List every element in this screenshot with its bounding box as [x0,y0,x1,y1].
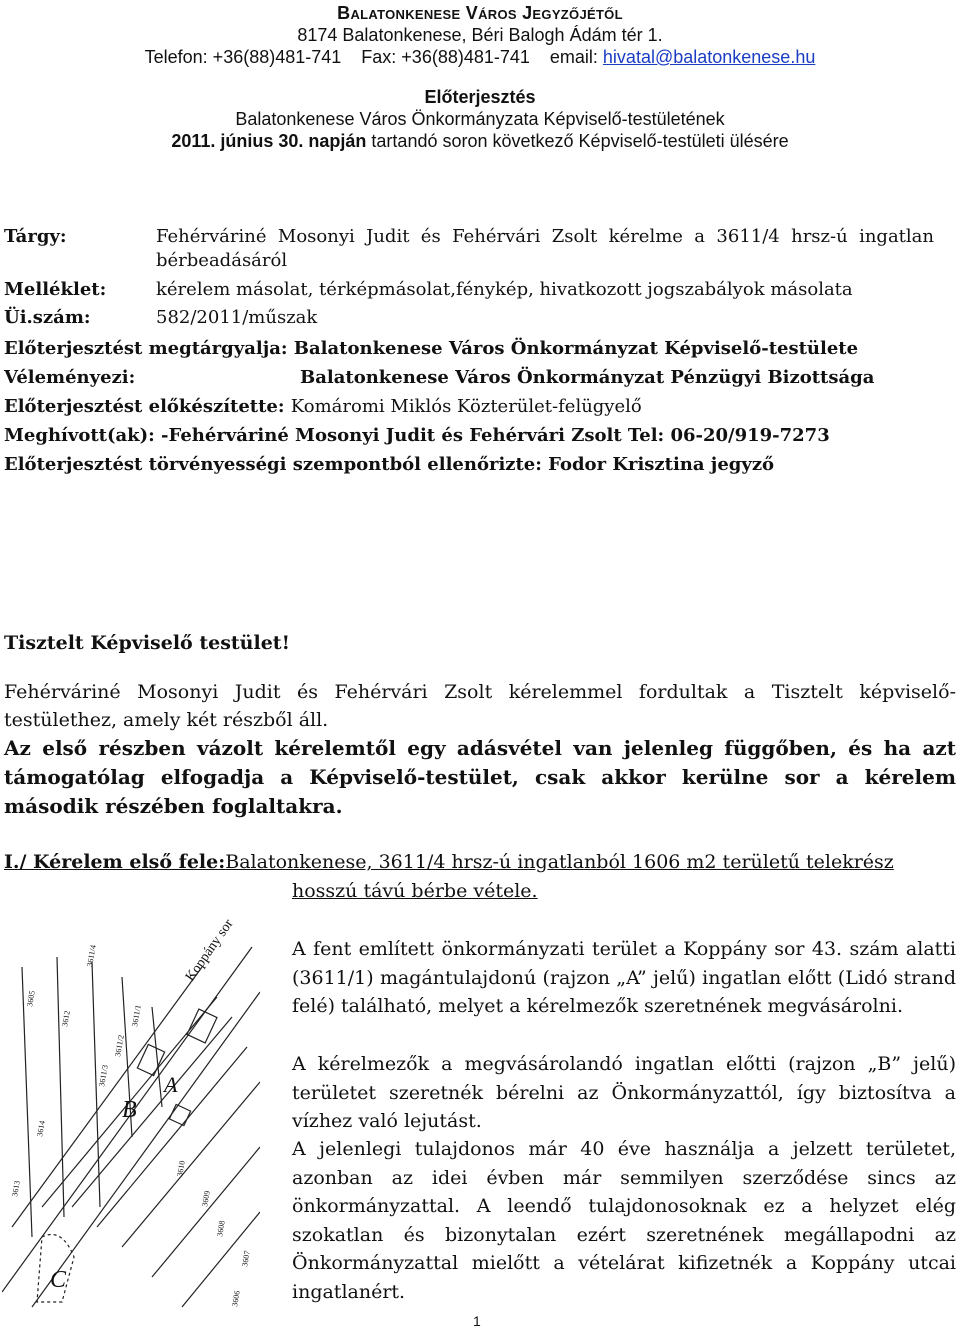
issuer-org: Balatonkenese Város Jegyzőjétől [337,3,623,23]
map-parcel-label: 3609 [200,1190,212,1208]
prepared-value: Komáromi Miklós Közterület-felügyelő [290,396,642,417]
map-label-a: A [164,1072,178,1097]
location-paragraph: A fent említett önkormányzati terület a Koppány sor 43. szám alatti (3611/1) magántulajdonú (rajzon „A” jelű) ingatlan előtt (Lidó strand felé) található, melyet a kérelmezők szeretnének megvásárolni. [292,938,956,1017]
map-label-c: C [50,1267,67,1293]
review-line [4,363,944,392]
map-parcel-label: 3611/4 [85,944,98,968]
map-parcel-label: 3613 [10,1180,22,1198]
addressee-body: Balatonkenese Város Önkormányzata Képviselő-testületének [235,109,725,129]
attachment-value: kérelem másolat, térképmásolat,fénykép, hivatkozott jogszabályok másolata [156,279,853,300]
map-parcel-label: 3606 [230,1290,242,1308]
section-heading [4,848,956,906]
intro-paragraph: Fehérváriné Mosonyi Judit és Fehérvári Zsolt kérelemmel fordultak a Tisztelt képviselő-testülethez, amely két részből áll. [4,681,956,731]
checked-line: Előterjesztést törvényességi szempontból ellenőrizte: Fodor Krisztina jegyző [4,454,775,475]
condition-paragraph: Az első részben vázolt kérelemtől egy adásvétel van jelenleg függőben, és ha azt támogatólag elfogadja a Képviselő-testület, csak akkor kerülne sor a kérelem második részében foglaltakra. [4,736,956,818]
prepared-line [4,392,944,421]
map-parcel-label: 3610 [175,1160,187,1178]
map-parcel-label: 3611/2 [113,1034,126,1058]
parcel-map [2,907,260,1322]
map-label-b: B [122,1097,137,1123]
map-parcel-label: 3611/1 [130,1004,143,1028]
meeting-date-rest: tartandó soron következő Képviselő-testületi ülésére [366,131,789,151]
map-parcel-label: 3612 [60,1010,72,1028]
meeting-date [0,130,960,152]
map-parcel-label: 3614 [35,1120,47,1138]
lease-paragraph: A kérelmezők a megvásárolandó ingatlan előtti (rajzon „B” jelű) területet szeretnék bérelni az Önkormányzattól, így biztosítva a vízhez való lejutást. [292,1053,956,1132]
email-link[interactable]: hivatal@balatonkenese.hu [602,47,816,67]
review-value: Balatonkenese Város Önkormányzat Pénzügyi Bizottsága [300,367,875,388]
discuss-value: Balatonkenese Város Önkormányzat Képviselő-testülete [293,338,859,359]
attachment-row [4,278,934,302]
ref-row [4,306,934,330]
map-parcel-label: 3605 [25,990,37,1008]
ref-label: Üi.szám: [4,307,91,328]
subject-value: Fehérváriné Mosonyi Judit és Fehérvári Zsolt kérelme a 3611/4 hrsz-ú ingatlan bérbeadásáról [156,226,934,271]
section-text: Balatonkenese, 3611/4 hrsz-ú ingatlanból 1606 m2 területű telekrész [225,851,894,873]
contact-line [0,46,960,68]
meeting-date-bold: 2011. június 30. napján [171,131,367,151]
greeting: Tisztelt Képviselő testület! [4,632,290,654]
section-text-cont: hosszú távú bérbe vétele. [292,880,538,902]
document-type: Előterjesztés [424,87,536,107]
discuss-line [4,334,944,363]
map-parcel-label: 3608 [215,1220,227,1238]
attachment-label: Melléklet: [4,279,107,300]
page-number: 1 [473,1313,481,1329]
subject-block [4,225,934,330]
review-label: Véleményezi: [4,367,136,388]
discuss-label: Előterjesztést megtárgyalja: [4,338,294,359]
issuer-address: 8174 Balatonkenese, Béri Balogh Ádám tér 1. [297,25,663,45]
subject-label: Tárgy: [4,226,67,247]
map-parcel-label: 3607 [240,1250,252,1268]
prepared-label: Előterjesztést előkészítette: [4,396,291,417]
contact-numbers: Telefon: +36(88)481-741 Fax: +36(88)481-741 email: [144,47,603,67]
ref-value: 582/2011/műszak [156,307,318,328]
letterhead [0,2,960,152]
section-label: I./ Kérelem első fele: [4,851,226,873]
subject-row [4,225,934,273]
map-street-label: Koppány sor [182,916,237,985]
history-paragraph: A jelenlegi tulajdonos már 40 éve használja a jelzett területet, azonban az idei évben már semmilyen szerződése sincs az önkormányzattal. A leendő tulajdonosoknak ez a helyzet elég szokatlan és bizonytalan ezért szeretnének megállapodni az Önkormányzattal mielőtt a vételárat kifizetnék a Koppány utcai ingatlanért. [292,1138,956,1303]
invited-line: Meghívott(ak): -Fehérváriné Mosonyi Judit és Fehérvári Zsolt Tel: 06-20/919-7273 [4,425,830,446]
map-parcel-label: 3611/3 [97,1064,110,1088]
meta-block [4,334,944,479]
